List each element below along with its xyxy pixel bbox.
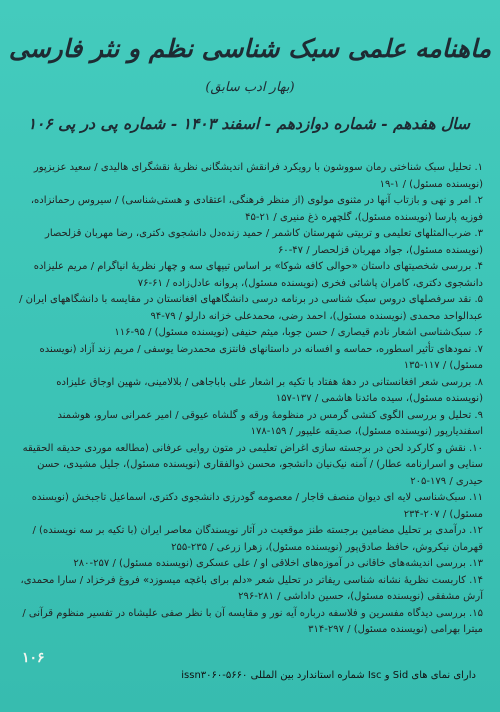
- indexing-footer: دارای نمای های Sid و Isc شماره استاندارد بین المللی issn۳۰۶۰-۵۶۶۰: [181, 670, 476, 681]
- toc-item[interactable]: ۱۰. نقش و کارکرد لحن در برجسته سازی اغراض تعلیمی در متون روایی عرفانی (مطالعه موردی حدیقه الحقیقه سنایی و اسرارنامه عطار) / آمنه نیک‌نیان دانشجو، محسن ذوالفقاری (نویسنده مسئول)، جلیل مشیدی، حسن حیدری / ۱۷۹-۲۰۵: [22, 442, 483, 487]
- toc-item[interactable]: ۱۴. کاربست نظریۀ نشانه شناسی ریفاتر در تحلیل شعر «دلم برای باغچه میسوزد» فروغ فرخزاد / سارا محمدی، آرش مشفقی (نویسنده مسئول)، حسین داداشی / ۲۸۱-۲۹۶: [20, 574, 483, 602]
- page-number: ۱۰۶: [22, 650, 45, 666]
- toc-item[interactable]: ۱۳. بررسی اندیشه‌های خاقانی در آموزه‌های اخلاقی او / علی عسکری (نویسنده مسئول) / ۲۵۷-۲۸۰: [73, 558, 483, 569]
- table-of-contents: [17, 160, 483, 639]
- toc-item[interactable]: ۳. ضرب‌المثلهای تعلیمی و تربیتی شهرستان کاشمر / حمید زنده‌دل دانشجوی دکتری، رضا مهربان قزلحصار (نویسنده مسئول)، جواد مهربان قزلحصار / ۴۷-۶۰: [45, 228, 483, 256]
- toc-item[interactable]: ۵. نقد سرفصلهای دروس سبک شناسی در برنامه درسی دانشگاههای افغانستان در مقایسه با دانشگاههای ایران / عبدالواحد محمدی (نویسنده مسئول)، احمد رضی، محمدعلی خزانه دارلو / ۷۹-۹۴: [19, 294, 483, 322]
- journal-title: ماهنامه علمی سبک شناسی نظم و نثر فارسی: [8, 34, 492, 63]
- toc-item[interactable]: ۷. نمودهای تأثیر اسطوره، حماسه و افسانه در داستانهای فانتزی محمدرضا یوسفی / مریم زند آزاد (نویسنده مسئول) / ۱۱۷-۱۳۵: [39, 343, 483, 371]
- toc-item[interactable]: ۶. سبک‌شناسی اشعار نادم قیصاری / حسن جوبا، میثم حنیفی (نویسنده مسئول) / ۹۵-۱۱۶: [114, 327, 483, 338]
- toc-item[interactable]: ۴. بررسی شخصیتهای داستان «حوالی کافه شوکا» بر اساس تیپهای سه و چهار نظریۀ انیاگرام / مریم علیزاده دانشجوی دکتری، کامران پاشائی فخری (نویسنده مسئول)، پروانه عادل‌زاده / ۶۱-۷۶: [33, 261, 483, 289]
- toc-item[interactable]: ۱. تحلیل سبک شناختی رمان سووشون با رویکرد فرانقش اندیشگانی نظریۀ نقشگرای هالیدی / سعید عزیزپور (نویسنده مسئول) / ۱-۱۹: [33, 162, 483, 190]
- toc-item[interactable]: ۱۲. درآمدی بر تحلیل مضامین برجسته طنز موقعیت در آثار نویسندگان معاصر ایران (با تکیه بر سه نویسنده) / قهرمان نیکروش، حافظ صادق‌پور (نویسنده مسئول)، زهرا زرعی / ۲۳۵-۲۵۵: [32, 525, 483, 553]
- journal-subtitle: (بهار ادب سابق): [205, 80, 295, 95]
- toc-item[interactable]: ۸. بررسی شعر افغانستانی در دهۀ هفتاد با تکیه بر اشعار علی باباجاهی / بلالامینی، شهین اوجاق علیزاده (نویسنده مسئول)، سیده مائدنا هاشمی / ۱۳۷-۱۵۷: [56, 376, 483, 404]
- toc-item[interactable]: ۱۵. بررسی دیدگاه مفسرین و فلاسفه درباره آیه نور و مقایسه آن با نظر صفی علیشاه در تفسیر منظوم قرآنی / میترا بهرامی (نویسنده مسئول) / ۲۹۷-۳۱۴: [22, 607, 483, 635]
- toc-item[interactable]: ۲. امر و نهی و بازتاب آنها در مثنوی مولوی (از منظر فرهنگی، اعتقادی و هستی‌شناسی) / سیروس رحمانزاده، فوزیه پارسا (نویسنده مسئول)، گلچهره ذغ منیری / ۲۱-۴۵: [30, 195, 483, 223]
- issue-line: سال هفدهم - شماره دوازدهم - اسفند ۱۴۰۳ - شماره پی در پی ۱۰۶: [27, 114, 470, 133]
- toc-item[interactable]: ۱۱. سبک‌شناسی لایه ای دیوان منصف قاجار / معصومه گودرزی دانشجوی دکتری، اسماعیل تاجبخش (نویسنده مسئول) / ۲۰۷-۲۳۴: [31, 492, 483, 520]
- toc-item[interactable]: ۹. تحلیل و بررسی الگوی کنشی گرمس در منظومۀ ورقه و گلشاه عیوقی / امیر عمرانی سارو، هوشمند اسفندیارپور (نویسنده مسئول)، صدیقه علیپور / ۱۵۹-۱۷۸: [57, 409, 483, 437]
